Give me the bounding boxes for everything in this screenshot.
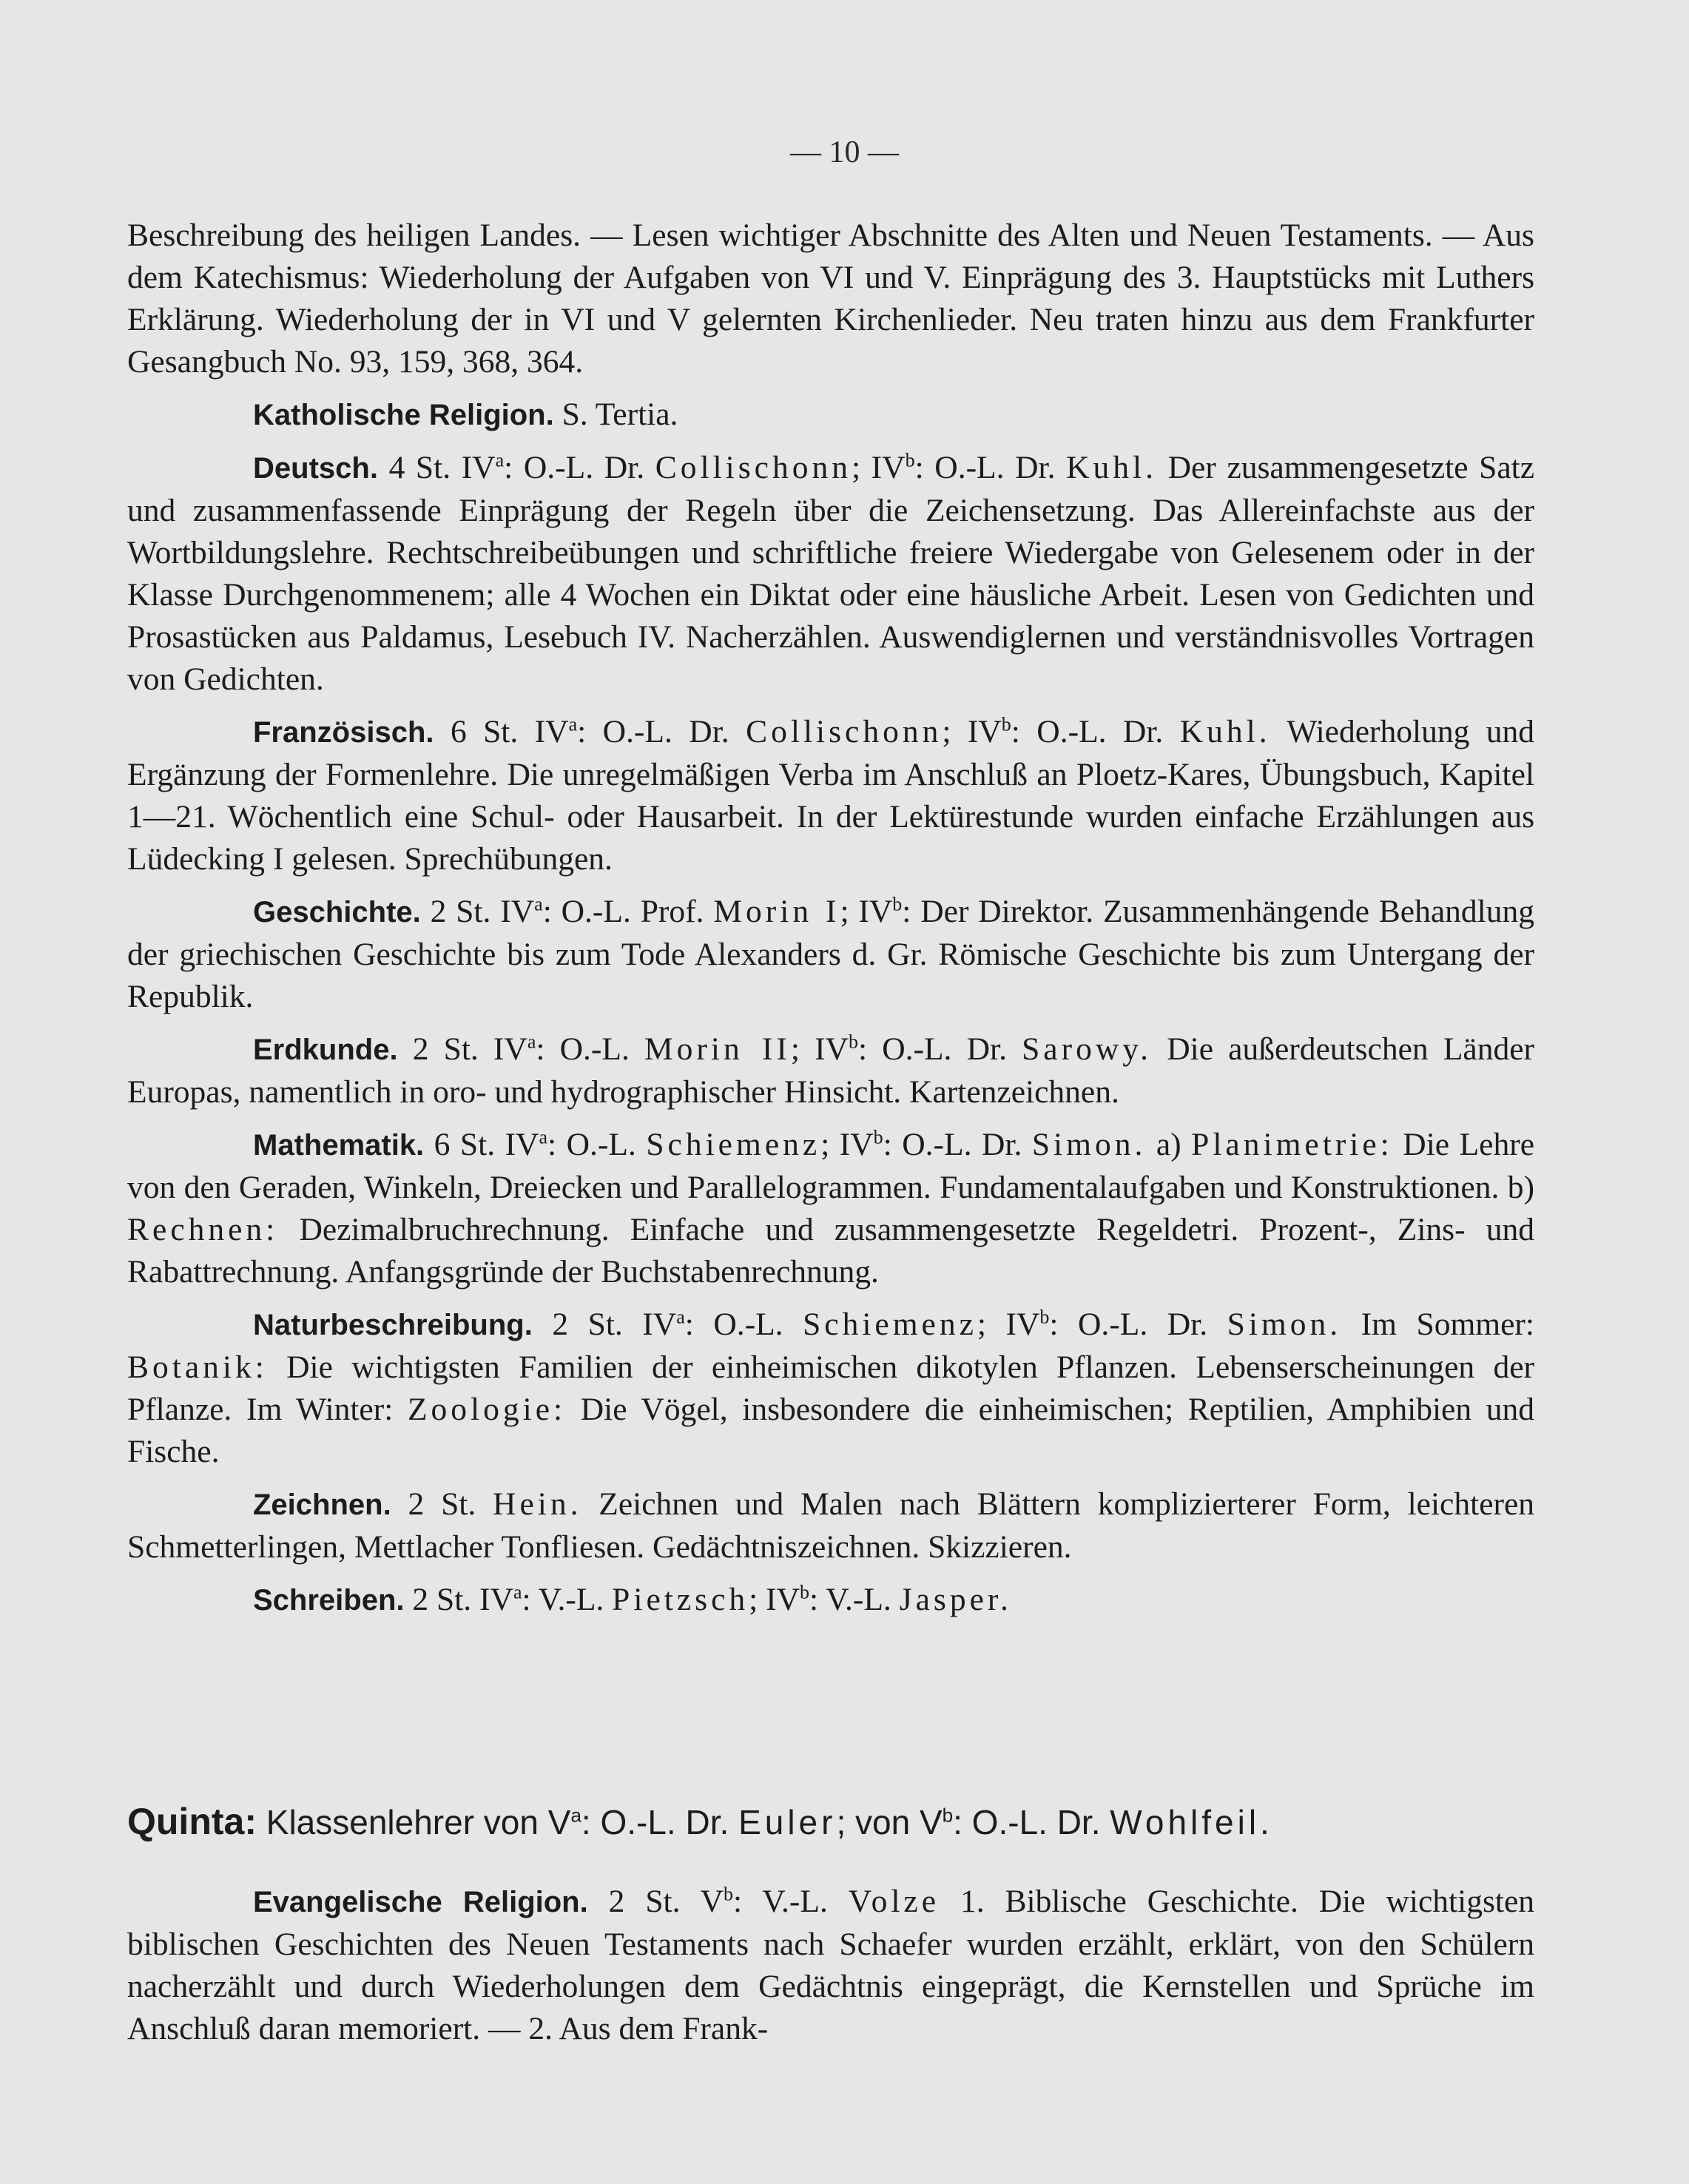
class-text: ; IV [840, 894, 893, 929]
subject-heading: Erdkunde. [253, 1034, 398, 1066]
erdkunde-paragraph [127, 1028, 1534, 1113]
class-superscript: a [676, 1306, 685, 1328]
hours-text: 2 St. V [608, 1884, 724, 1919]
teacher-title: : O.-L. Dr. [857, 1031, 1007, 1067]
subject-text: Wiederholung und Ergänzung der Formenlehre. Die unregelmäßigen Verba im Anschluß an Ploetz-Kares, Übungsbuch, Kapitel 1—21. Wöchentlich eine Schul- oder Hausarbeit. In der Lektürestunde wurden einfache Erzählungen aus Lüdecking I gelesen. Sprechübungen. [127, 714, 1535, 877]
season-label: Sommer: [1416, 1307, 1535, 1342]
naturbeschreibung-paragraph [127, 1304, 1534, 1473]
topic-label: Zoologie: [407, 1392, 567, 1427]
class-superscript: b [724, 1883, 734, 1905]
quinta-section-heading [127, 1799, 1534, 1844]
mathematik-paragraph [127, 1124, 1534, 1293]
class-superscript: b [873, 1126, 883, 1148]
teacher-title: : O.-L. [547, 1127, 636, 1162]
teacher-name: Hein. [493, 1486, 582, 1522]
teacher-name: Collischonn [655, 450, 852, 485]
zeichnen-paragraph [127, 1483, 1534, 1568]
subject-heading: Evangelische Religion. [253, 1886, 588, 1918]
teacher-name: Kuhl. [1066, 450, 1157, 485]
class-text: ; IV [851, 450, 906, 485]
class-text: ; IV [942, 714, 1002, 749]
hours-text: 2 St. [408, 1486, 476, 1522]
teacher-title: : O.-L. Dr. [581, 1803, 729, 1841]
class-superscript: b [848, 1031, 858, 1053]
subject-heading: Mathematik. [253, 1129, 425, 1162]
class-text: ; IV [790, 1031, 849, 1067]
subject-heading: Französisch. [253, 716, 434, 749]
class-text: ; IV [977, 1307, 1040, 1342]
hours-text: 4 St. IV [388, 450, 496, 485]
section-title: Quinta: [127, 1801, 257, 1842]
class-superscript: a [539, 1126, 548, 1148]
subject-text: a) [1156, 1127, 1181, 1162]
teacher-name: Morin II [644, 1031, 791, 1067]
class-superscript: b [942, 1804, 954, 1827]
class-superscript: a [570, 1804, 581, 1827]
intro-text: Beschreibung des heiligen Landes. — Lesen wichtiger Abschnitte des Alten und Neuen Testaments. — Aus dem Katechismus: Wiederholung der Aufgaben von VI und V. Einprägung des 3. Hauptstücks mit Luthers Erklärung. Wiederholung der in VI und V gelernten Kirchenlieder. Neu traten hinzu aus dem Frankfurter Gesangbuch No. 93, 159, 368, 364. [127, 218, 1534, 380]
class-superscript: a [527, 1031, 536, 1053]
teacher-name: Kuhl. [1179, 714, 1271, 749]
teacher-title: : O.-L. Dr. [504, 450, 645, 485]
deutsch-paragraph [127, 447, 1534, 701]
franzoesisch-paragraph [127, 711, 1534, 880]
teacher-title: : O.-L. Dr. [1011, 714, 1164, 749]
teacher-title: : O.-L. Dr. [914, 450, 1056, 485]
subject-text: Zusammenhängende Behandlung der griechischen Geschichte bis zum Tode Alexanders d. Gr. Römische Geschichte bis zum Untergang der Republik. [127, 894, 1535, 1014]
teacher-title: : O.-L. Dr. [577, 714, 729, 749]
class-superscript: b [1001, 713, 1011, 735]
teacher-name: Euler [738, 1803, 837, 1841]
teacher-title: : V.-L. [809, 1582, 891, 1617]
hours-text: 6 St. IV [450, 714, 569, 749]
teacher-title: : V.-L. [733, 1884, 828, 1919]
class-superscript: b [905, 449, 915, 471]
teacher-title: : O.-L. Prof. [542, 894, 704, 929]
class-superscript: a [495, 449, 505, 471]
subject-heading: Zeichnen. [253, 1489, 391, 1521]
teacher-title: : O.-L. [536, 1031, 630, 1067]
subject-text: Die außerdeutschen Länder Europas, namentlich in oro- und hydrographischer Hinsicht. Kartenzeichnen. [127, 1031, 1534, 1110]
teacher-name: Simon. [1031, 1127, 1147, 1162]
topic-label: Rechnen: [127, 1212, 279, 1247]
evangelische-religion-paragraph [127, 1881, 1534, 2050]
class-superscript: b [1039, 1306, 1050, 1328]
quinta-text [127, 1881, 1534, 2060]
geschichte-paragraph [127, 891, 1534, 1018]
class-text: ; IV [820, 1127, 874, 1162]
subject-heading: Schreiben. [253, 1584, 405, 1617]
subject-text: 1. Biblische Geschichte. Die wichtigsten biblischen Geschichten des Neuen Testaments nach Schaefer wurden erzählt, erklärt, von den Schülern nacherzählt und durch Wiederholungen dem Gedächtnis eingeprägt, die Kernstellen und Sprüche im Anschluß daran memoriert. — 2. Aus dem Frank- [127, 1884, 1535, 2046]
season-label: Winter: [296, 1392, 394, 1427]
intro-paragraph [127, 215, 1534, 383]
class-text: ; IV [749, 1582, 800, 1617]
teacher-name: Simon. [1227, 1307, 1342, 1342]
hours-text: 2 St. IV [412, 1031, 527, 1067]
class-superscript: b [892, 893, 903, 915]
teacher-name: Jasper. [899, 1582, 1012, 1617]
class-superscript: a [534, 893, 543, 915]
class-superscript: b [800, 1581, 810, 1603]
teacher-title: : Der Direktor. [902, 894, 1094, 929]
class-teacher-label: Klassenlehrer von V [266, 1803, 571, 1841]
subject-text: Die Vögel, insbesondere die einheimischen; Reptilien, Amphibien und Fische. [127, 1392, 1535, 1469]
teacher-name: Sarowy. [1022, 1031, 1153, 1067]
subject-heading: Katholische Religion. [253, 399, 554, 431]
main-text [127, 215, 1534, 1632]
hours-text: 2 St. IV [430, 894, 535, 929]
katholische-religion-paragraph [127, 394, 1534, 437]
subject-text: Dezimalbruchrechnung. Einfache und zusammengesetzte Regeldetri. Prozent-, Zins- und Rabattrechnung. Anfangsgründe der Buchstabenrechnung. [127, 1212, 1534, 1290]
teacher-name: Wohlfeil. [1110, 1803, 1273, 1841]
teacher-title: : O.-L. Dr. [953, 1803, 1101, 1841]
class-superscript: a [513, 1581, 522, 1603]
class-text: ; von V [836, 1803, 943, 1841]
topic-label: Botanik: [127, 1349, 268, 1385]
subject-heading: Deutsch. [253, 452, 378, 485]
teacher-name: Pietzsch [612, 1582, 749, 1617]
hours-text: 2 St. IV [412, 1582, 513, 1617]
teacher-title: : O.-L. Dr. [1049, 1307, 1208, 1342]
teacher-title: : O.-L. Dr. [883, 1127, 1022, 1162]
teacher-name: Collischonn [746, 714, 943, 749]
subject-heading: Naturbeschreibung. [253, 1309, 533, 1341]
page-number: — 10 — [790, 135, 899, 169]
subject-text: Die Lehre von den Geraden, Winkeln, Dreiecken und Parallelogrammen. Fundamentalaufgaben und Konstruktionen. b) [127, 1127, 1535, 1205]
topic-label: Planimetrie: [1191, 1127, 1393, 1162]
subject-heading: Geschichte. [253, 896, 421, 928]
teacher-name: Volze [848, 1884, 940, 1919]
teacher-title: : V.-L. [522, 1582, 604, 1617]
hours-text: 6 St. IV [434, 1127, 539, 1162]
schreiben-paragraph [127, 1579, 1534, 1622]
subject-text: Die wichtigsten Familien der einheimischen dikotylen Pflanzen. Lebenserscheinungen der Pflanze. Im [127, 1349, 1534, 1427]
teacher-title: : O.-L. [684, 1307, 783, 1342]
teacher-name: Morin I [713, 894, 840, 929]
subject-text: Der zusammengesetzte Satz und zusammenfassende Einprägung der Regeln über die Zeichensetzung. Das Allereinfachste aus der Wortbildungslehre. Rechtschreibeübungen und schriftliche freiere Wiedergabe von Gelesenem oder in der Klasse Durchgenommenem; alle 4 Wochen ein Diktat oder eine häusliche Arbeit. Lesen von Gedichten und Prosastücken aus Paldamus, Lesebuch IV. Nacherzählen. Auswendiglernen und verständnisvolles Vortragen von Gedichten. [127, 450, 1535, 697]
hours-text: 2 St. IV [552, 1307, 677, 1342]
teacher-name: Schiemenz [646, 1127, 821, 1162]
subject-text: S. Tertia. [562, 397, 678, 432]
teacher-name: Schiemenz [803, 1307, 977, 1342]
subject-text: Im [1361, 1307, 1397, 1342]
subject-text: Zeichnen und Malen nach Blättern komplizierterer Form, leichteren Schmetterlingen, Mettlacher Tonfliesen. Gedächtniszeichnen. Skizzieren. [127, 1486, 1535, 1565]
class-superscript: a [568, 713, 578, 735]
